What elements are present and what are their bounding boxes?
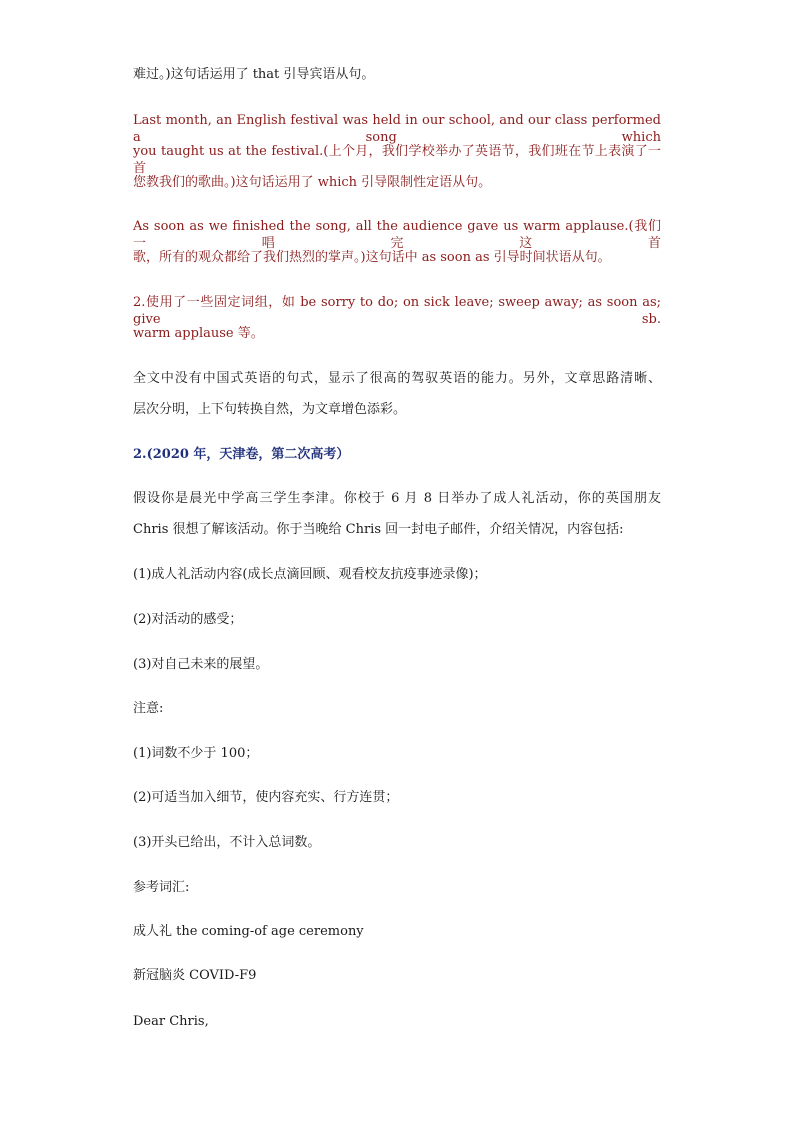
note-item-3: (3)开头已给出，不计入总词数。 [133,835,321,850]
vocabulary-item-2: 新冠脑炎 COVID-F9 [133,968,257,983]
summary-line-2: 层次分明，上下句转换自然，为文章增色添彩。 [133,402,407,417]
summary-line-1: 全文中没有中国式英语的句式，显示了很高的驾驭英语的能力。另外，文章思路清晰、 [133,371,661,386]
example-sentence-line-1: Last month, an English festival was held in our school, and our class performed a song which [133,113,661,145]
task-line-1: 假设你是晨光中学高三学生李津。你校于 6 月 8 日举办了成人礼活动，你的英国朋友 [133,491,661,506]
example-sentence-line-2: you taught us at the festival.(上个月，我们学校举办了英语节，我们班在节上表演了一首 [133,144,661,176]
note-item-1: (1)词数不少于 100； [133,746,259,761]
vocabulary-item-1: 成人礼 the coming-of age ceremony [133,924,364,939]
analysis-line-1: 难过。)这句话运用了 that 引导宾语从句。 [133,67,375,82]
phrases-line-2: warm applause 等。 [133,326,264,341]
content-item-2: (2)对活动的感受； [133,612,243,627]
example-sentence-line-3: 您教我们的歌曲。)这句话运用了 which 引导限制性定语从句。 [133,175,492,190]
task-line-2: Chris 很想了解该活动。你于当晚给 Chris 回一封电子邮件，介绍关情况，内容包括: [133,522,624,537]
example-sentence-line-5: 歌，所有的观众都给了我们热烈的掌声。)这句话中 as soon as 引导时间状语从句。 [133,250,611,265]
question-heading: 2.(2020 年，天津卷，第二次高考） [133,447,350,462]
content-item-3: (3)对自己未来的展望。 [133,657,269,672]
phrases-line-1: 2.使用了一些固定词组，如 be sorry to do; on sick leave; sweep away; as soon as; give sb. [133,295,661,327]
letter-salutation: Dear Chris, [133,1014,209,1029]
content-item-1: (1)成人礼活动内容(成长点滴回顾、观看校友抗疫事迹录像)； [133,567,487,582]
note-item-2: (2)可适当加入细节，使内容充实、行方连贯； [133,790,399,805]
example-sentence-line-4: As soon as we finished the song, all the audience gave us warm applause.(我们一唱完这首 [133,219,661,251]
notes-label: 注意: [133,701,164,716]
vocabulary-label: 参考词汇: [133,880,190,895]
